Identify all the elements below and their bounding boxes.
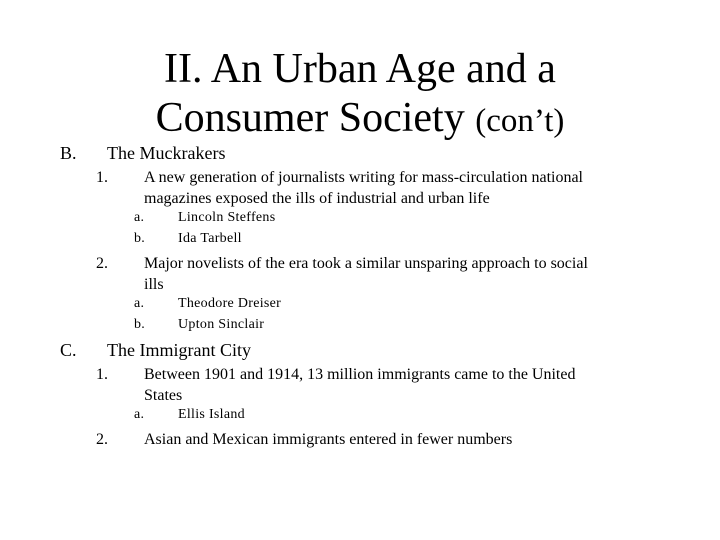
section-b-heading: The Muckrakers xyxy=(107,143,226,163)
b1a-marker: a. xyxy=(134,210,145,225)
c1a-marker: a. xyxy=(134,407,145,422)
b1-text-line-1: A new generation of journalists writing for mass-circulation national xyxy=(144,169,583,186)
b1-text-line-2: magazines exposed the ills of industrial and urban life xyxy=(144,190,490,207)
b2a-marker: a. xyxy=(134,296,145,311)
c2-marker: 2. xyxy=(96,431,108,448)
c1-text-line-2: States xyxy=(144,387,183,404)
b2a-text: Theodore Dreiser xyxy=(178,296,282,311)
section-b-marker: B. xyxy=(60,143,77,163)
section-c-heading: The Immigrant City xyxy=(107,340,251,360)
b1b-marker: b. xyxy=(134,231,146,246)
b1-marker: 1. xyxy=(96,169,108,186)
c1-text-line-1: Between 1901 and 1914, 13 million immigrants came to the United xyxy=(144,366,576,383)
title-suffix: (con’t) xyxy=(475,103,565,139)
section-c-marker: C. xyxy=(60,340,77,360)
slide-title-line-1: II. An Urban Age and a xyxy=(164,46,556,92)
b1a-text: Lincoln Steffens xyxy=(178,210,276,225)
c2-text: Asian and Mexican immigrants entered in fewer numbers xyxy=(144,431,513,448)
b2b-text: Upton Sinclair xyxy=(178,317,265,332)
slide-title-line-2 xyxy=(0,95,720,144)
c1-marker: 1. xyxy=(96,366,108,383)
b2-marker: 2. xyxy=(96,255,108,272)
b2-text-line-1: Major novelists of the era took a similar unsparing approach to social xyxy=(144,255,588,272)
b1b-text: Ida Tarbell xyxy=(178,231,242,246)
b2b-marker: b. xyxy=(134,317,146,332)
title-main: Consumer Society xyxy=(155,95,465,141)
b2-text-line-2: ills xyxy=(144,276,164,293)
c1a-text: Ellis Island xyxy=(178,407,245,422)
